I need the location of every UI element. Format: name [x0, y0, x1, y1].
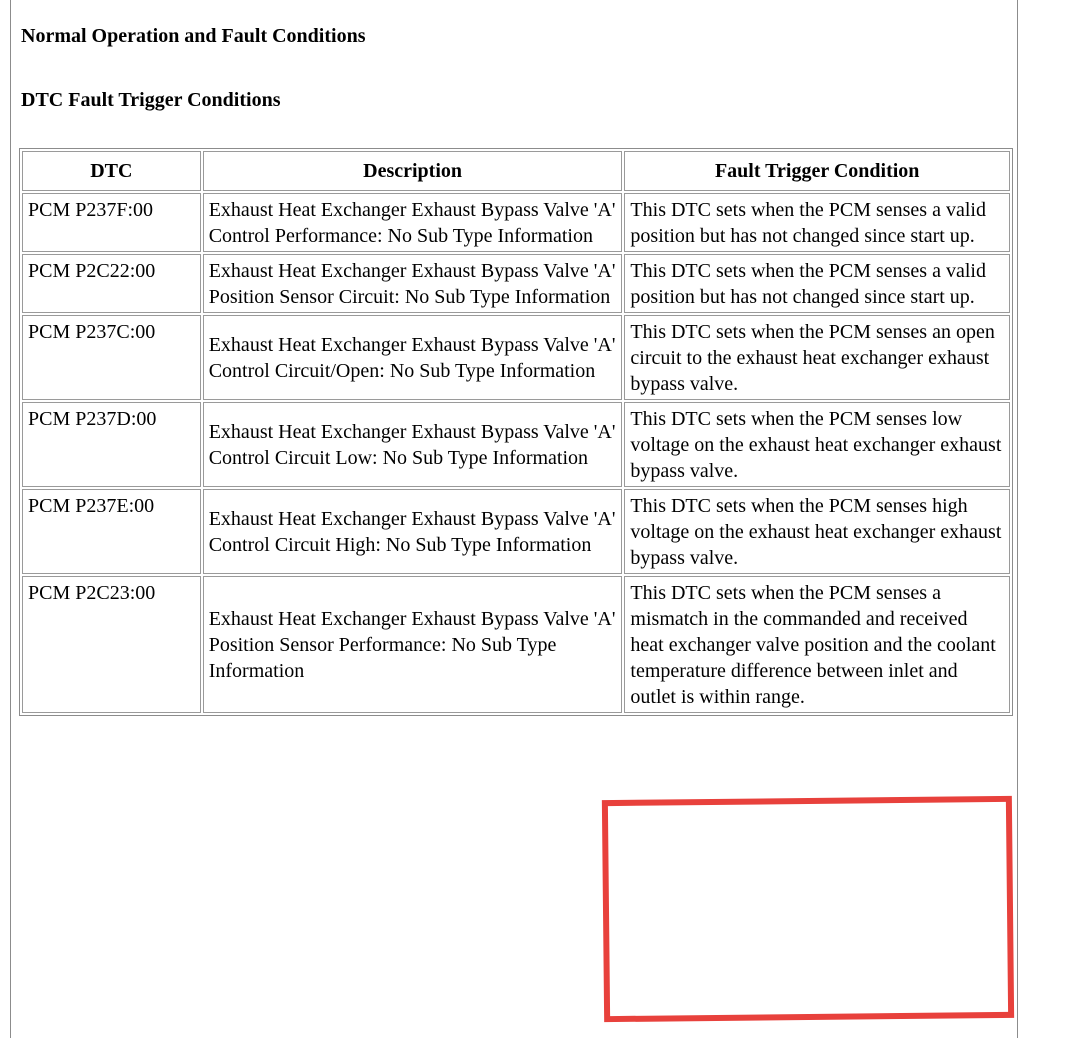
table-row: [22, 315, 1010, 400]
dtc-code-cell: PCM P237E:00: [22, 489, 201, 574]
column-header-condition: Fault Trigger Condition: [624, 151, 1010, 191]
condition-cell: This DTC sets when the PCM senses a valid position but has not changed since start up.: [624, 193, 1010, 252]
description-cell: Exhaust Heat Exchanger Exhaust Bypass Valve 'A' Control Circuit High: No Sub Type Information: [203, 489, 623, 574]
table-header-row: [22, 151, 1010, 191]
description-cell: Exhaust Heat Exchanger Exhaust Bypass Valve 'A' Control Circuit Low: No Sub Type Information: [203, 402, 623, 487]
condition-cell: This DTC sets when the PCM senses low voltage on the exhaust heat exchanger exhaust bypass valve.: [624, 402, 1010, 487]
dtc-table: [19, 148, 1013, 716]
description-cell: Exhaust Heat Exchanger Exhaust Bypass Valve 'A' Control Circuit/Open: No Sub Type Information: [203, 315, 623, 400]
table-row: [22, 193, 1010, 252]
dtc-code-cell: PCM P237D:00: [22, 402, 201, 487]
table-row: [22, 402, 1010, 487]
dtc-code-cell: PCM P237F:00: [22, 193, 201, 252]
condition-cell: This DTC sets when the PCM senses high voltage on the exhaust heat exchanger exhaust bypass valve.: [624, 489, 1010, 574]
condition-cell: This DTC sets when the PCM senses an open circuit to the exhaust heat exchanger exhaust bypass valve.: [624, 315, 1010, 400]
column-header-dtc: DTC: [22, 151, 201, 191]
dtc-code-cell: PCM P2C22:00: [22, 254, 201, 313]
description-cell: Exhaust Heat Exchanger Exhaust Bypass Valve 'A' Control Performance: No Sub Type Information: [203, 193, 623, 252]
subsection-heading: DTC Fault Trigger Conditions: [21, 89, 281, 111]
dtc-code-cell: PCM P237C:00: [22, 315, 201, 400]
condition-cell: This DTC sets when the PCM senses a valid position but has not changed since start up.: [624, 254, 1010, 313]
description-cell: Exhaust Heat Exchanger Exhaust Bypass Valve 'A' Position Sensor Performance: No Sub Type Information: [203, 576, 623, 713]
condition-cell: This DTC sets when the PCM senses a mismatch in the commanded and received heat exchanger valve position and the coolant temperature difference between inlet and outlet is within range.: [624, 576, 1010, 713]
dtc-code-cell: PCM P2C23:00: [22, 576, 201, 713]
section-heading: Normal Operation and Fault Conditions: [21, 25, 366, 47]
description-cell: Exhaust Heat Exchanger Exhaust Bypass Valve 'A' Position Sensor Circuit: No Sub Type Information: [203, 254, 623, 313]
column-header-description: Description: [203, 151, 623, 191]
table-row: [22, 576, 1010, 713]
table-row: [22, 489, 1010, 574]
table-row: [22, 254, 1010, 313]
